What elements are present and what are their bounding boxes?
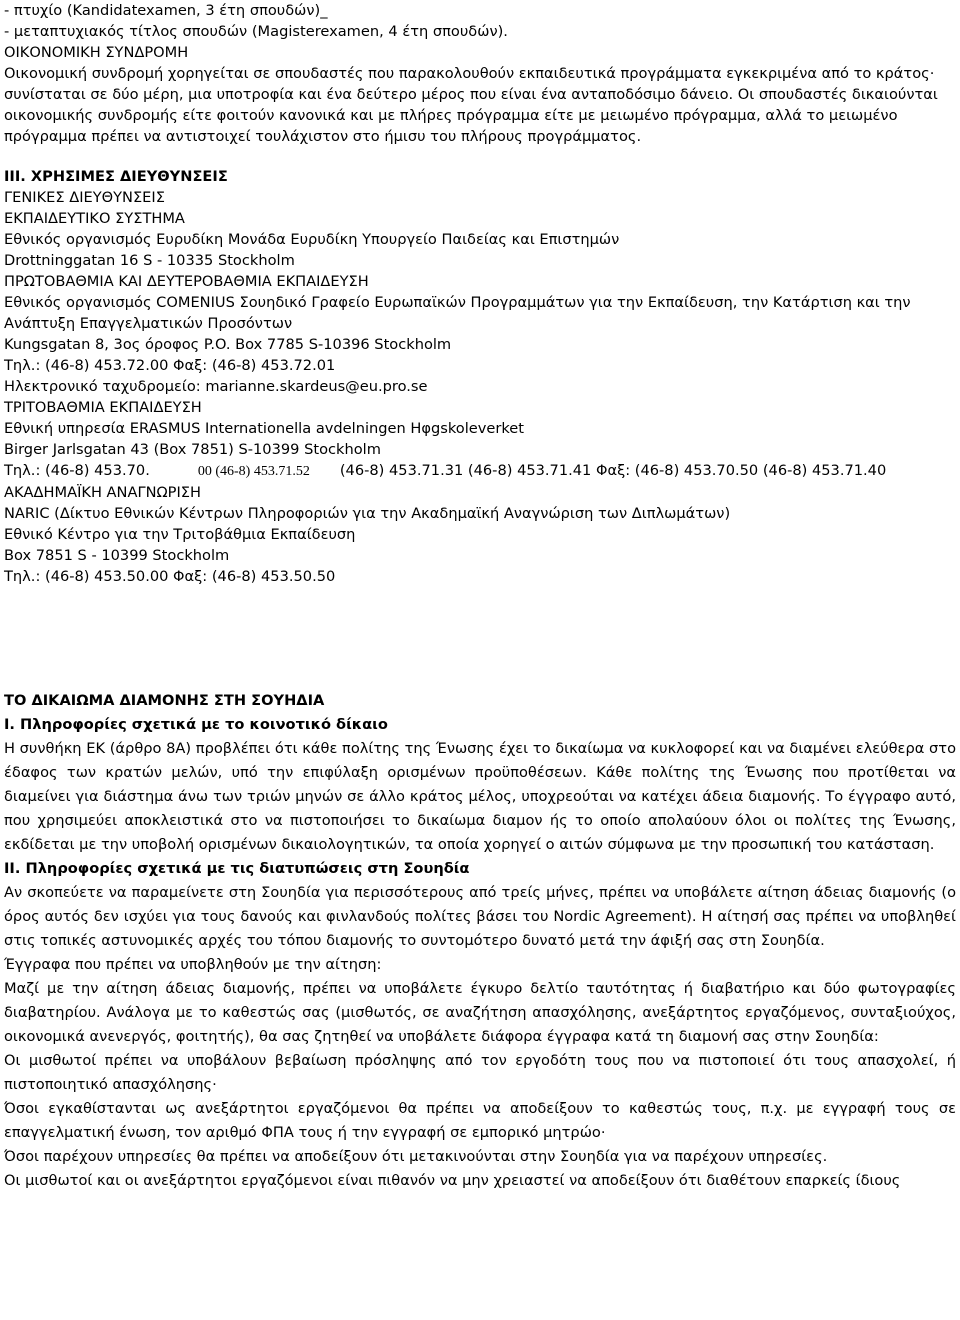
financial-aid-heading: ΟΙΚΟΝΟΜΙΚΗ ΣΥΝΔΡΟΜΗ — [4, 44, 189, 61]
documents-paragraph: Μαζί με την αίτηση άδειας διαμονής, πρέπει να υποβάλετε έγκυρο δελτίο ταυτότητας ή διαβατήριο και δύο φωτογραφίες διαβατηρίου. Ανάλογα με το καθεστώς σας (μισθωτός, σε αναζήτηση απασχόλησης, ανεξάρτητος εργαζόμενος, συνταξιούχος, οικονομικά ανενεργός, φοιτητής), θα σας ζητηθεί να υποβάλετε διάφορα έγγραφα κατά τη διαμονή σας στην Σουηδία: — [4, 980, 956, 1045]
community-law-paragraph: Η συνθήκη ΕΚ (άρθρο 8Α) προβλέπει ότι κάθε πολίτης της Ένωσης έχει το δικαίωμα να κυκλοφορεί και να διαμένει ελεύθερα στο έδαφος των κρατών μελών, υπό την επιφύλαξη ορισμένων προϋποθέσεων. Κάθε πολίτης της Ένωσης που προτίθεται να διαμείνει για διάστημα άνω των τριών μηνών σε άλλο κράτος μέλος, υποχρεούται να κατέχει άδεια διαμονής. Το έγγραφο αυτό, που χρησιμεύει αποκλειστικά στο να πιστοποιήσει το δικαίωμα διαμον ής το οποίο απολαύουν όλοι οι πολίτες της Ένωσης, εκδίδεται με την υποβολή ορισμένων δικαιολογητικών, τα οποία χορηγεί ο αιτών σύμφωνα με την προσωπική του κατάσταση. — [4, 740, 956, 853]
document-page — [4, 0, 956, 1193]
address-line: ΑΚΑΔΗΜΑΪΚΗ ΑΝΑΓΝΩΡΙΣΗ — [4, 484, 201, 501]
useful-addresses-heading: III. ΧΡΗΣΙΜΕΣ ΔΙΕΥΘΥΝΣΕΙΣ — [4, 168, 228, 185]
address-line: Εθνική υπηρεσία ERASMUS Internationella avdelningen Hφgskoleverket — [4, 420, 524, 437]
service-providers-paragraph: Όσοι παρέχουν υπηρεσίες θα πρέπει να αποδείξουν ότι μετακινούνται στην Σουηδία για να παρέχουν υπηρεσίες. — [4, 1148, 828, 1165]
address-line: ΕΚΠΑΙΔΕΥΤΙΚΟ ΣΥΣΤΗΜΑ — [4, 210, 185, 227]
degree-bachelor-line: - πτυχίο (Kandidatexamen, 3 έτη σπουδών)_ — [4, 2, 328, 19]
degree-master-line: - μεταπτυχιακός τίτλος σπουδών (Magisterexamen, 4 έτη σπουδών). — [4, 23, 508, 40]
address-line: Drottninggatan 16 S - 10335 Stockholm — [4, 252, 295, 269]
address-line: Τηλ.: (46-8) 453.72.00 Φαξ: (46-8) 453.72.01 — [4, 357, 336, 374]
residence-title: ΤΟ ΔΙΚΑΙΩΜΑ ΔΙΑΜΟΝΗΣ ΣΤΗ ΣΟΥΗΔΙΑ — [4, 692, 325, 709]
address-line: Box 7851 S - 10399 Stockholm — [4, 547, 230, 564]
address-line: NARIC (Δίκτυο Εθνικών Κέντρων Πληροφοριών για την Ακαδημαϊκή Αναγνώριση των Διπλωμάτων) — [4, 505, 731, 522]
closing-paragraph: Οι μισθωτοί και οι ανεξάρτητοι εργαζόμενοι είναι πιθανόν να μην χρειαστεί να αποδείξουν ότι διαθέτουν επαρκείς ίδιους — [4, 1172, 901, 1189]
address-line: Kungsgatan 8, 3ος όροφος P.O. Box 7785 S-10396 Stockholm — [4, 336, 452, 353]
address-line: Εθνικός οργανισμός COMENIUS Σουηδικό Γραφείο Ευρωπαϊκών Προγραμμάτων για την Εκπαίδευση, την Κατάρτιση και την Ανάπτυξη Επαγγελματικών Προσόντων — [4, 294, 911, 332]
address-line: ΓΕΝΙΚΕΣ ΔΙΕΥΘΥΝΣΕΙΣ — [4, 189, 165, 206]
address-line: Τηλ.: (46-8) 453.50.00 Φαξ: (46-8) 453.50.50 — [4, 568, 336, 585]
documents-intro: Έγγραφα που πρέπει να υποβληθούν με την αίτηση: — [4, 956, 382, 973]
financial-aid-paragraph: Οικονομική συνδρομή χορηγείται σε σπουδαστές που παρακολουθούν εκπαιδευτικά προγράμματα εγκεκριμένα από το κράτος· συνίσταται σε δύο μέρη, μια υποτροφία και ένα δεύτερο μέρος που είναι ένα ανταποδόσιμο δάνειο. Οι σπουδαστές δικαιούνται οικονομικής συνδρομής είτε φοιτούν κανονικά και με πλήρες πρόγραμμα είτε με μειωμένο πρόγραμμα, αλλά το μειωμένο πρόγραμμα πρέπει να αντιστοιχεί τουλάχιστον στο ήμισυ του πλήρους προγράμματος. — [4, 65, 938, 145]
formalities-paragraph: Αν σκοπεύετε να παραμείνετε στη Σουηδία για περισσότερους από τρείς μήνες, πρέπει να υποβάλετε αίτηση άδειας διαμονής (ο όρος αυτός δεν ισχύει για τους δανούς και φινλανδούς πολίτες βάσει του Nordic Agreement). Η αίτησή σας πρέπει να υποβληθεί στις τοπικές αστυνομικές αρχές του τόπου διαμονής το συντομότερο δυνατό μετά την άφιξή σας στη Σουηδία. — [4, 884, 956, 949]
community-law-heading: I. Πληροφορίες σχετικά με το κοινοτικό δίκαιο — [4, 716, 388, 733]
address-line: Ηλεκτρονικό ταχυδρομείο: marianne.skardeus@eu.pro.se — [4, 378, 428, 395]
employees-paragraph: Οι μισθωτοί πρέπει να υποβάλουν βεβαίωση πρόσληψης από τον εργοδότη τους που να πιστοποιεί ότι τους απασχολεί, ή πιστοποιητικό απασχόλησης· — [4, 1052, 956, 1093]
sweden-formalities-heading: II. Πληροφορίες σχετικά με τις διατυπώσεις στη Σουηδία — [4, 860, 470, 877]
residence-right-section — [4, 689, 956, 1193]
address-line: Εθνικό Κέντρο για την Τριτοβάθμια Εκπαίδευση — [4, 526, 356, 543]
useful-addresses-section — [4, 166, 956, 587]
self-employed-paragraph: Όσοι εγκαθίστανται ως ανεξάρτητοι εργαζόμενοι θα πρέπει να αποδείξουν το καθεστώς τους, π.χ. με εγγραφή τους σε επαγγελματική ένωση, τον αριθμό ΦΠΑ τους ή την εγγραφή σε εμπορικό μητρώο· — [4, 1100, 956, 1141]
address-line: Εθνικός οργανισμός Ευρυδίκη Μονάδα Ευρυδίκη Υπουργείο Παιδείας και Επιστημών — [4, 231, 620, 248]
address-line: ΤΡΙΤΟΒΑΘΜΙΑ ΕΚΠΑΙΔΕΥΣΗ — [4, 399, 202, 416]
phone-fax-line — [4, 460, 956, 482]
address-line: ΠΡΩΤΟΒΑΘΜΙΑ ΚΑΙ ΔΕΥΤΕΡΟΒΑΘΜΙΑ ΕΚΠΑΙΔΕΥΣΗ — [4, 273, 369, 290]
phone-part-3: (46-8) 453.71.31 (46-8) 453.71.41 Φαξ: (46-8) 453.70.50 (46-8) 453.71.40 — [339, 462, 887, 479]
intro-section — [4, 0, 956, 147]
phone-part-1: Τηλ.: (46-8) 453.70. — [4, 462, 150, 479]
phone-part-2: 00 (46-8) 453.71.52 — [197, 464, 310, 479]
address-line: Birger Jarlsgatan 43 (Box 7851) S-10399 Stockholm — [4, 441, 381, 458]
